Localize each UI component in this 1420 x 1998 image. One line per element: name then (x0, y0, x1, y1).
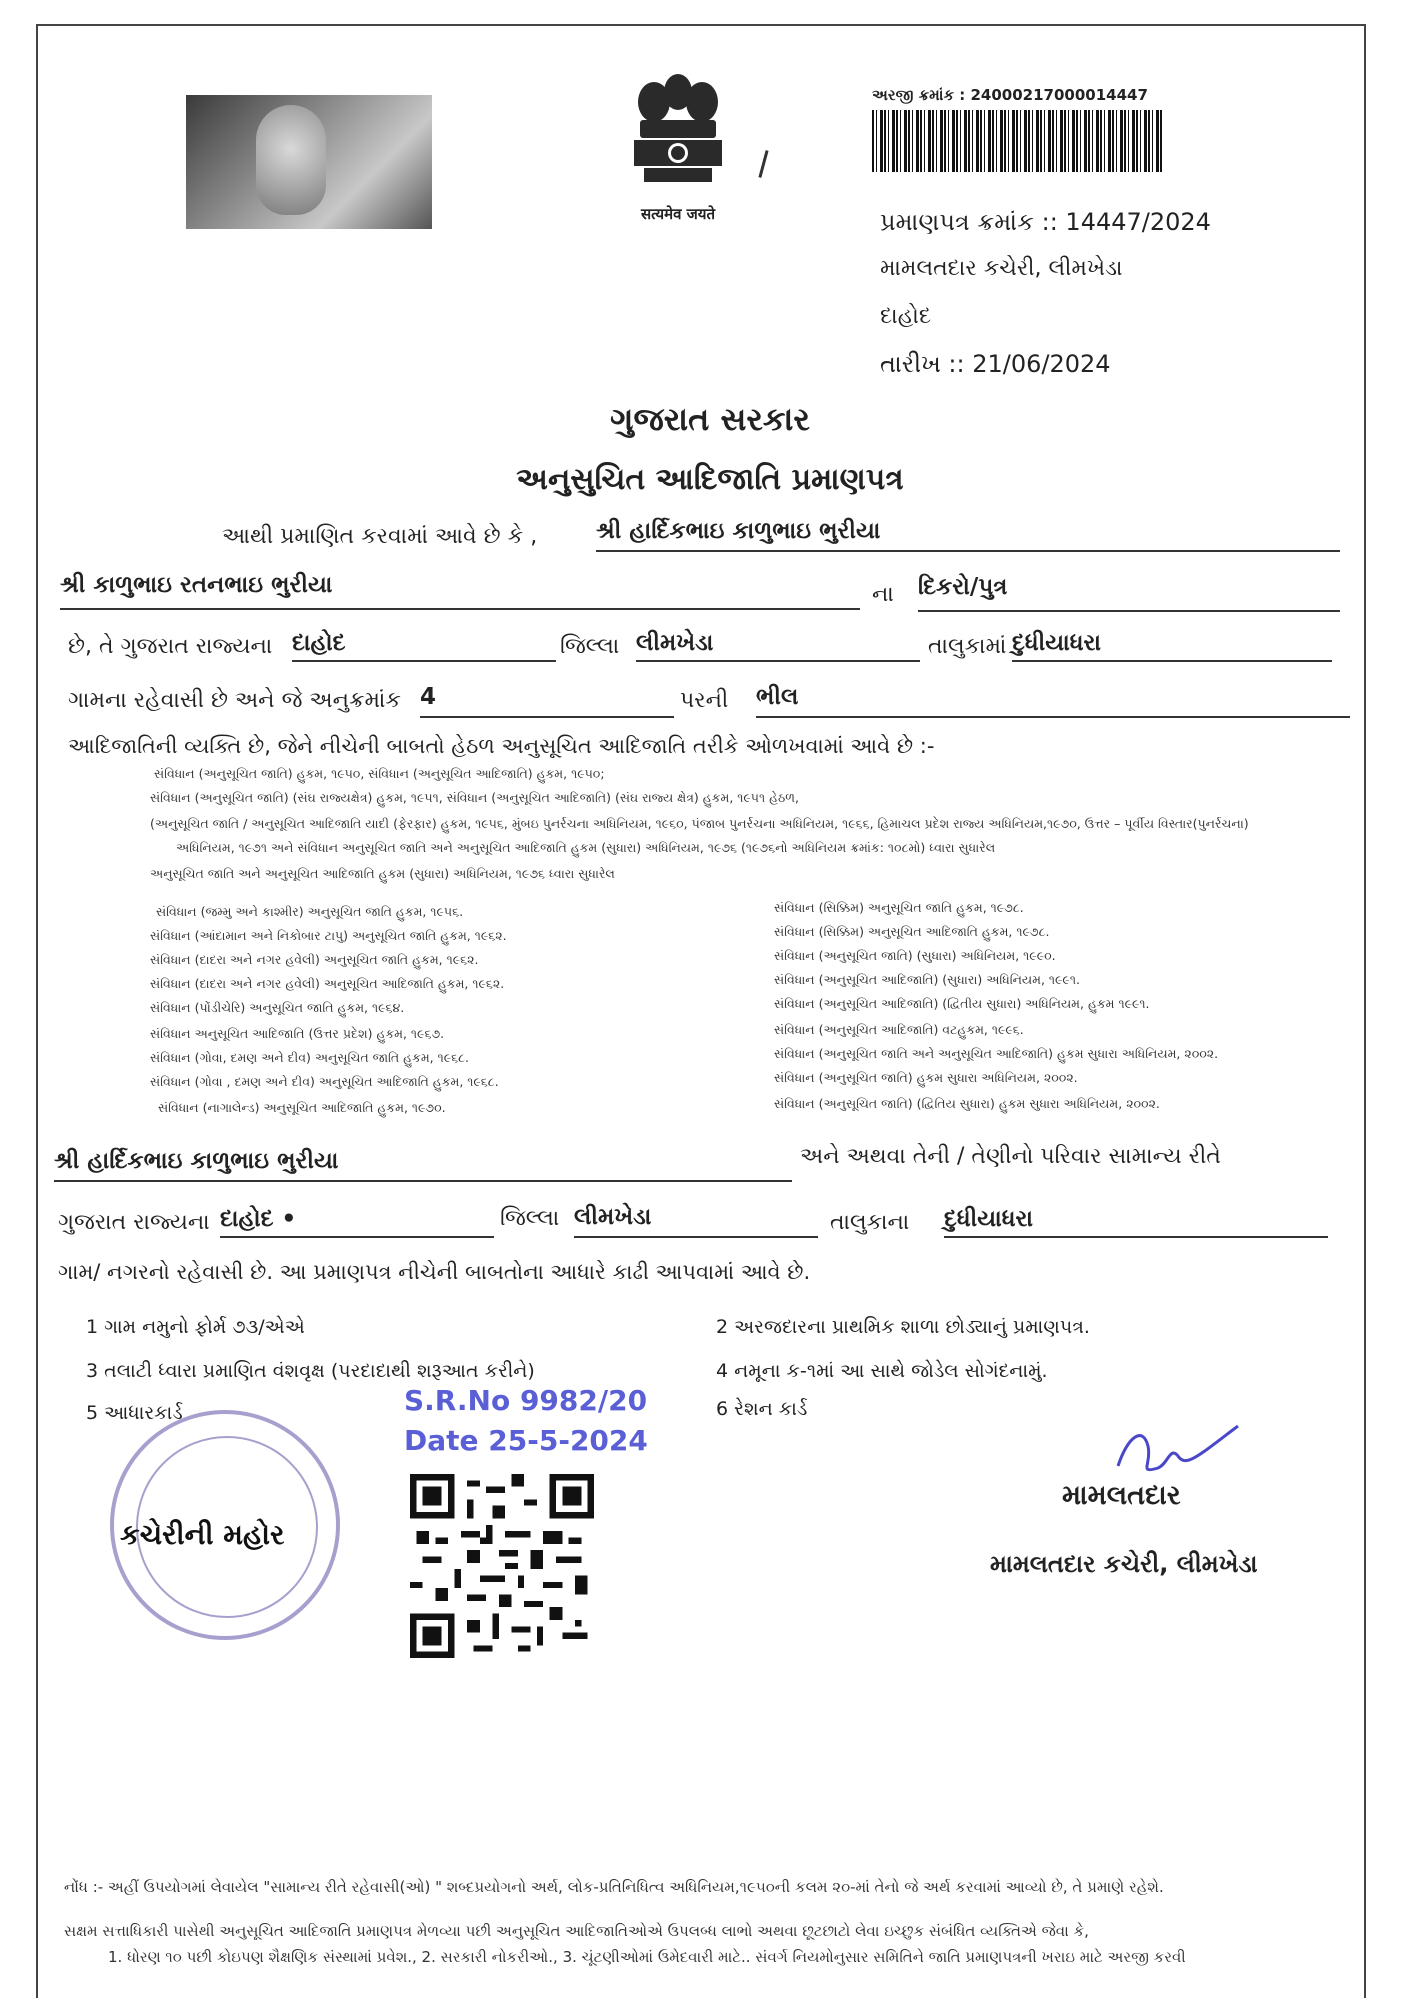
document-item: 6 રેશન કાર્ડ (716, 1398, 808, 1420)
order-left: સંવિધાન (દાદરા અને નગર હવેલી) અનુસૂચિત આદિજાતિ હુકમ, ૧૯૬૨. (150, 976, 505, 991)
issuing-office: મામલતદાર કચેરી, લીમખેડા (880, 256, 1123, 281)
order-left: સંવિધાન (જમ્મુ અને કાશ્મીર) અનુસૂચિત જાતિ હુકમ, ૧૯૫૬. (156, 904, 464, 919)
village-value: દુધીયાધરા (1012, 630, 1332, 662)
order-line: સંવિધાન (અનુસૂચિત જાતિ) હુકમ, ૧૯૫૦, સંવિધાન (અનુસૂચિત આદિજાતિ) હુકમ, ૧૯૫૦; (154, 766, 605, 781)
order-left: સંવિધાન (ગોવા, દમણ અને દીવ) અનુસૂચિત જાતિ હુકમ, ૧૯૬૮. (150, 1050, 469, 1065)
family-taluka-label: તાલુકાના (830, 1210, 910, 1235)
family-applicant-name: શ્રી હાર્દિકભાઇ કાળુભાઇ ભુરીયા (54, 1148, 792, 1182)
government-title: ગુજરાત સરકાર (610, 400, 810, 438)
office-seal-label: કચેરીની મહોર (120, 1518, 285, 1551)
document-item: 1 ગામ નમુનો ફોર્મ ૭૩/એએ (86, 1316, 305, 1338)
recognition-text: આદિજાતિની વ્યક્તિ છે, જેને નીચેની બાબતો હેઠળ અનુસૂચિત આદિજાતિ તરીકે ઓળખવામાં આવે છે :- (68, 734, 935, 758)
order-right: સંવિધાન (સિક્કિમ) અનુસૂચિત આદિજાતિ હુકમ, ૧૯૭૮. (774, 924, 1050, 939)
father-name: શ્રી કાળુભાઇ રતનભાઇ ભુરીયા (60, 572, 860, 610)
relation-prefix: ના (872, 582, 894, 607)
serial-register-number: S.R.No 9982/20 (404, 1384, 648, 1417)
order-line: સંવિધાન (અનુસૂચિત જાતિ) (સંઘ રાજ્યક્ષેત્ર) હુકમ, ૧૯૫૧, સંવિધાન (અનુસૂચિત આદિજાતિ) (સંઘ રાજ્ય ક્ષેત્ર) હુકમ, ૧૯૫૧ હેઠળ, (150, 790, 799, 805)
footer-line: સક્ષમ સત્તાધિકારી પાસેથી અનુસૂચિત આદિજાતિ પ્રમાણપત્ર મેળવ્યા પછી અનુસૂચિત આદિજાતિઓએ ઉપલબ્ધ લાભો અથવા છૂટછાટો લેવા ઇચ્છુક સંબંધિત વ્યક્તિએ જેવા કે, (64, 1922, 1089, 1940)
order-left: સંવિધાન (દાદરા અને નગર હવેલી) અનુસૂચિત જાતિ હુકમ, ૧૯૬૨. (150, 952, 479, 967)
issue-date: તારીખ :: 21/06/2024 (880, 350, 1111, 378)
relation: દિકરો/પુત્ર (918, 574, 1340, 612)
order-line: અધિનિયમ, ૧૯૭૧ અને સંવિધાન અનુસૂચિત જાતિ અને અનુસૂચિત આદિજાતિ હુકમ (સુધારા) અધિનિયમ, ૧૯૭૬ (૧૯૭૬નો અધિનિયમ ક્રમાંક: ૧૦૮મો) ધ્વારા સુધારેલ (176, 840, 996, 855)
qr-code (410, 1474, 594, 1658)
family-resident-text: ગામ/ નગરનો રહેવાસી છે. આ પ્રમાણપત્ર નીચેની બાબતોના આધારે કાઢી આપવામાં આવે છે. (58, 1260, 811, 1284)
resident-lead: ગામના રહેવાસી છે અને જે અનુક્રમાંક (68, 688, 401, 713)
order-right: સંવિધાન (સિક્કિમ) અનુસૂચિત જાતિ હુકમ, ૧૯૭૮. (774, 900, 1024, 915)
on-label: પરની (680, 688, 729, 713)
order-right: સંવિધાન (અનુસૂચિત જાતિ) (સુધારા) અધિનિયમ, ૧૯૯૦. (774, 948, 1056, 963)
order-right: સંવિધાન (અનુસૂચિત જાતિ અને અનુસૂચિત આદિજાતિ) હુકમ સુધારા અધિનિયમ, ૨૦૦૨. (774, 1046, 1219, 1061)
order-left: સંવિધાન (ગોવા , દમણ અને દીવ) અનુસૂચિત આદિજાતિ હુકમ, ૧૯૬૮. (150, 1074, 499, 1089)
family-district-value: દાહોદ • (220, 1206, 494, 1238)
district-value: દાહોદ (292, 630, 556, 662)
family-district-label: જિલ્લા (500, 1206, 560, 1231)
order-left: સંવિધાન (આંદામાન અને નિકોબાર ટાપુ) અનુસૂચિત જાતિ હુકમ, ૧૯૬૨. (150, 928, 507, 943)
signature-mark (1108, 1416, 1248, 1486)
emblem-motto: सत्यमेव जयते (640, 205, 716, 223)
district-label: જિલ્લા (560, 634, 620, 659)
serial-number: 4 (420, 684, 674, 718)
order-right: સંવિધાન (અનુસૂચિત આદિજાતિ) વટહુકમ, ૧૯૯૬. (774, 1022, 1024, 1037)
certificate-number: પ્રમાણપત્ર ક્રમાંક :: 14447/2024 (880, 208, 1211, 236)
applicant-photo (186, 95, 432, 229)
order-left: સંવિધાન (નાગાલેન્ડ) અનુસૂચિત આદિજાતિ હુકમ, ૧૯૭૦. (158, 1100, 446, 1115)
family-state-lead: ગુજરાત રાજ્યના (58, 1210, 210, 1235)
issuing-district: દાહોદ (880, 304, 932, 329)
certificate-title: અનુસુચિત આદિજાતિ પ્રમાણપત્ર (516, 462, 904, 497)
signatory-title: મામલતદાર (1062, 1480, 1181, 1511)
national-emblem-icon (618, 64, 738, 224)
document-item: 2 અરજદારના પ્રાથમિક શાળા છોડ્યાનું પ્રમાણપત્ર. (716, 1316, 1090, 1338)
document-item: 3 તલાટી ધ્વારા પ્રમાણિત વંશવૃક્ષ (પરદાદાથી શરૂઆત કરીને) (86, 1360, 535, 1382)
order-right: સંવિધાન (અનુસૂચિત આદિજાતિ) (દ્વિતીય સુધારા) અધિનિયમ, હુકમ ૧૯૯૧. (774, 996, 1150, 1011)
taluka-value: લીમખેડા (636, 630, 920, 662)
certify-lead: આથી પ્રમાણિત કરવામાં આવે છે કે , (222, 524, 538, 549)
footer-note: નોંધ :- અહીં ઉપયોગમાં લેવાયેલ "સામાન્ય રીતે રહેવાસી(ઓ) " શબ્દપ્રયોગનો અર્થ, લોક-પ્રતિનિધિત્વ અધિનિયમ,૧૯૫૦ની કલમ ૨૦-માં તેનો જે અર્થ કરવામાં આવ્યો છે, તે પ્રમાણે રહેશે. (64, 1878, 1164, 1896)
taluka-label: તાલુકામાં (928, 634, 1007, 659)
document-item: 5 આધારકાર્ડ (86, 1402, 183, 1424)
order-left: સંવિધાન (પોંડીચેરિ) અનુસૂચિત જાતિ હુકમ, ૧૯૬૪. (150, 1000, 405, 1015)
footer-line: 1. ધોરણ ૧૦ પછી કોઇપણ શૈક્ષણિક સંસ્થામાં પ્રવેશ., 2. સરકારી નોકરીઓ., 3. ચૂંટણીઓમાં ઉમેદવારી માટે.. સંવર્ગ નિયમોનુસાર સમિતિને જાતિ પ્રમાણપત્રની ખરાઇ માટે અરજી કરવી (108, 1948, 1186, 1966)
order-right: સંવિધાન (અનુસૂચિત જાતિ) હુકમ સુધારા અધિનિયમ, ૨૦૦૨. (774, 1070, 1078, 1085)
serial-register-date: Date 25-5-2024 (404, 1424, 648, 1457)
order-right: સંવિધાન (અનુસૂચિત આદિજાતિ) (સુધારા) અધિનિયમ, ૧૯૯૧. (774, 972, 1080, 987)
applicant-name: શ્રી હાર્દિકભાઇ કાળુભાઇ ભુરીયા (596, 518, 1340, 552)
order-left: સંવિધાન અનુસૂચિત આદિજાતિ (ઉત્તર પ્રદેશ) હુકમ, ૧૯૬૭. (150, 1026, 445, 1041)
order-line: (અનુસૂચિત જાતિ / અનુસૂચિત આદિજાતિ યાદી (ફેરફાર) હુકમ, ૧૯૫૬, મુંબઇ પુનર્રચના અધિનિયમ, ૧૯૬૦, પંજાબ પુનર્રચના અધિનિયમ, ૧૯૬૬, હિમાચલ પ્રદેશ રાજ્ય અધિનિયમ,૧૯૭૦, ઉત્તર – પૂર્વીય વિસ્તાર(પુનર્રચના) (150, 816, 1249, 831)
family-village-value: દુધીયાધરા (944, 1206, 1328, 1238)
signatory-office: મામલતદાર કચેરી, લીમખેડા (990, 1550, 1258, 1578)
application-number: અરજી ક્રમાંક : 24000217000014447 (872, 86, 1148, 104)
barcode (872, 110, 1164, 172)
tribe-name: ભીલ (756, 684, 1350, 718)
order-line: અનુસૂચિત જાતિ અને અનુસૂચિત આદિજાતિ હુકમ (સુધારા) અધિનિયમ, ૧૯૭૬ ધ્વારા સુધારેલ (150, 866, 615, 881)
family-taluka-value: લીમખેડા (574, 1204, 818, 1238)
document-item: 4 નમૂના ક-૧માં આ સાથે જોડેલ સોગંદનામું. (716, 1360, 1048, 1382)
state-lead: છે, તે ગુજરાત રાજ્યના (68, 634, 273, 659)
family-tail: અને અથવા તેની / તેણીનો પરિવાર સામાન્ય રીતે (800, 1144, 1221, 1169)
order-right: સંવિધાન (અનુસૂચિત જાતિ) (દ્વિતિય સુધારા) હુકમ સુધારા અધિનિયમ, ૨૦૦૨. (774, 1096, 1160, 1111)
